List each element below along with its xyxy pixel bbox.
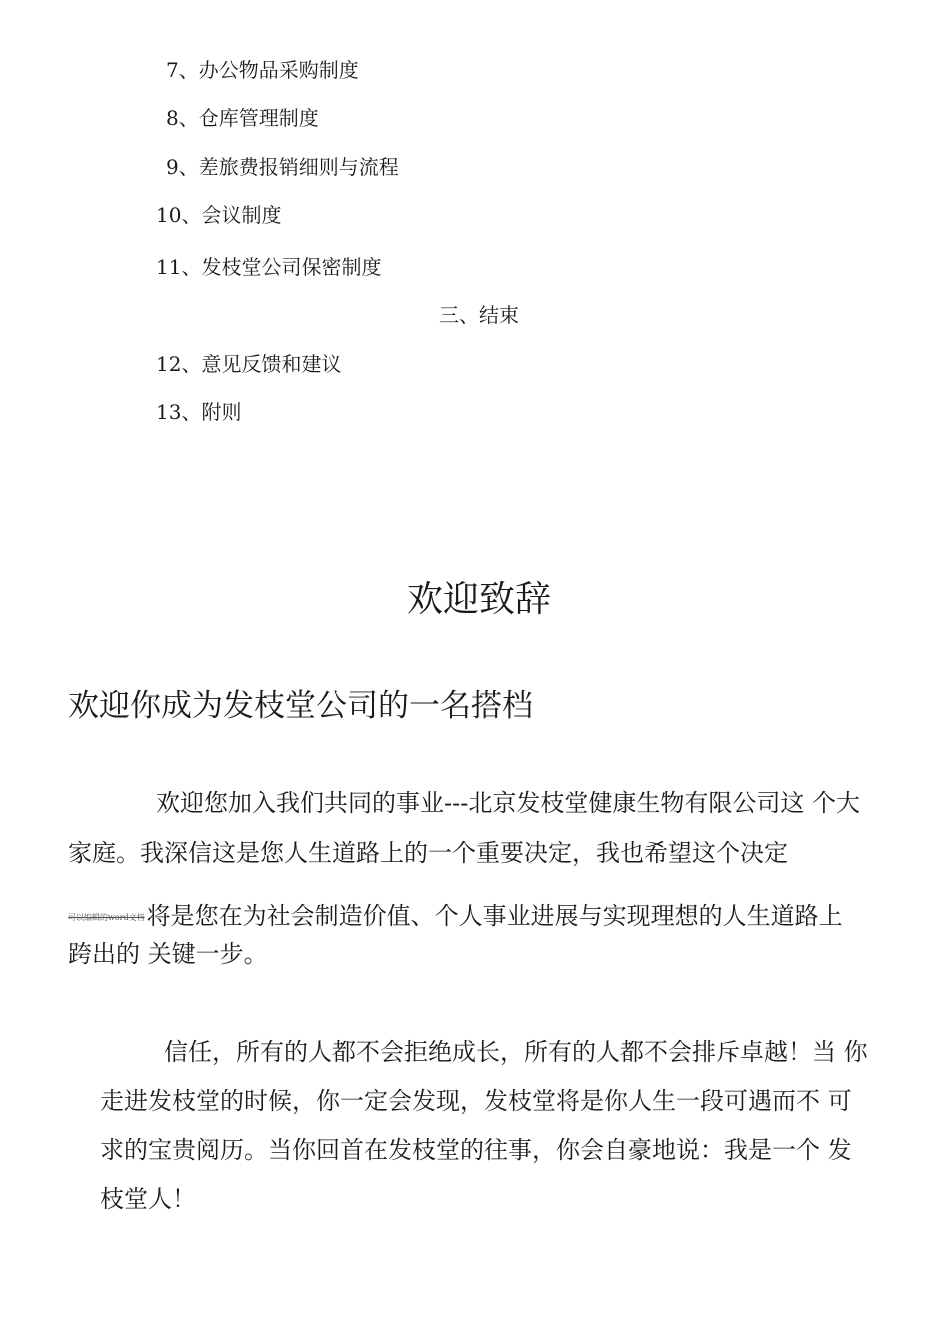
toc-item-9: 9、差旅费报销细则与流程 (166, 155, 399, 179)
watermark-text: 可以编辑的word文档 (68, 912, 145, 922)
paragraph-1-line-4: 跨出的 关键一步。 (68, 940, 268, 968)
paragraph-2-line-4: 枝堂人！ (100, 1185, 196, 1213)
paragraph-2-line-1: 信任，所有的人都不会拒绝成长，所有的人都不会排斥卓越！当 你 (164, 1038, 868, 1066)
paragraph-1-line-3-text: 将是您在为社会制造价值、个人事业进展与实现理想的人生道路上 (146, 902, 843, 930)
paragraph-1-line-3 (68, 900, 843, 934)
paragraph-1-line-2: 家庭。我深信这是您人生道路上的一个重要决定，我也希望这个决定 (68, 839, 788, 867)
paragraph-2-line-3: 求的宝贵阅历。当你回首在发枝堂的往事，你会自豪地说：我是一个 发 (100, 1136, 852, 1164)
subtitle: 欢迎你成为发枝堂公司的一名搭档 (68, 688, 533, 724)
toc-item-7: 7、办公物品采购制度 (166, 58, 359, 82)
paragraph-2-line-2: 走进发枝堂的时候，你一定会发现，发枝堂将是你人生一段可遇而不 可 (100, 1087, 852, 1115)
toc-section-heading: 三、结束 (439, 303, 519, 327)
toc-item-11: 11、发枝堂公司保密制度 (156, 255, 382, 279)
toc-item-12: 12、意见反馈和建议 (156, 352, 342, 376)
toc-item-10: 10、会议制度 (156, 203, 282, 227)
toc-item-8: 8、仓库管理制度 (166, 106, 319, 130)
toc-item-13: 13、附则 (156, 400, 242, 424)
page-title: 欢迎致辞 (406, 579, 551, 620)
paragraph-1-line-1: 欢迎您加入我们共同的事业---北京发枝堂健康生物有限公司这 个大 (156, 789, 860, 817)
